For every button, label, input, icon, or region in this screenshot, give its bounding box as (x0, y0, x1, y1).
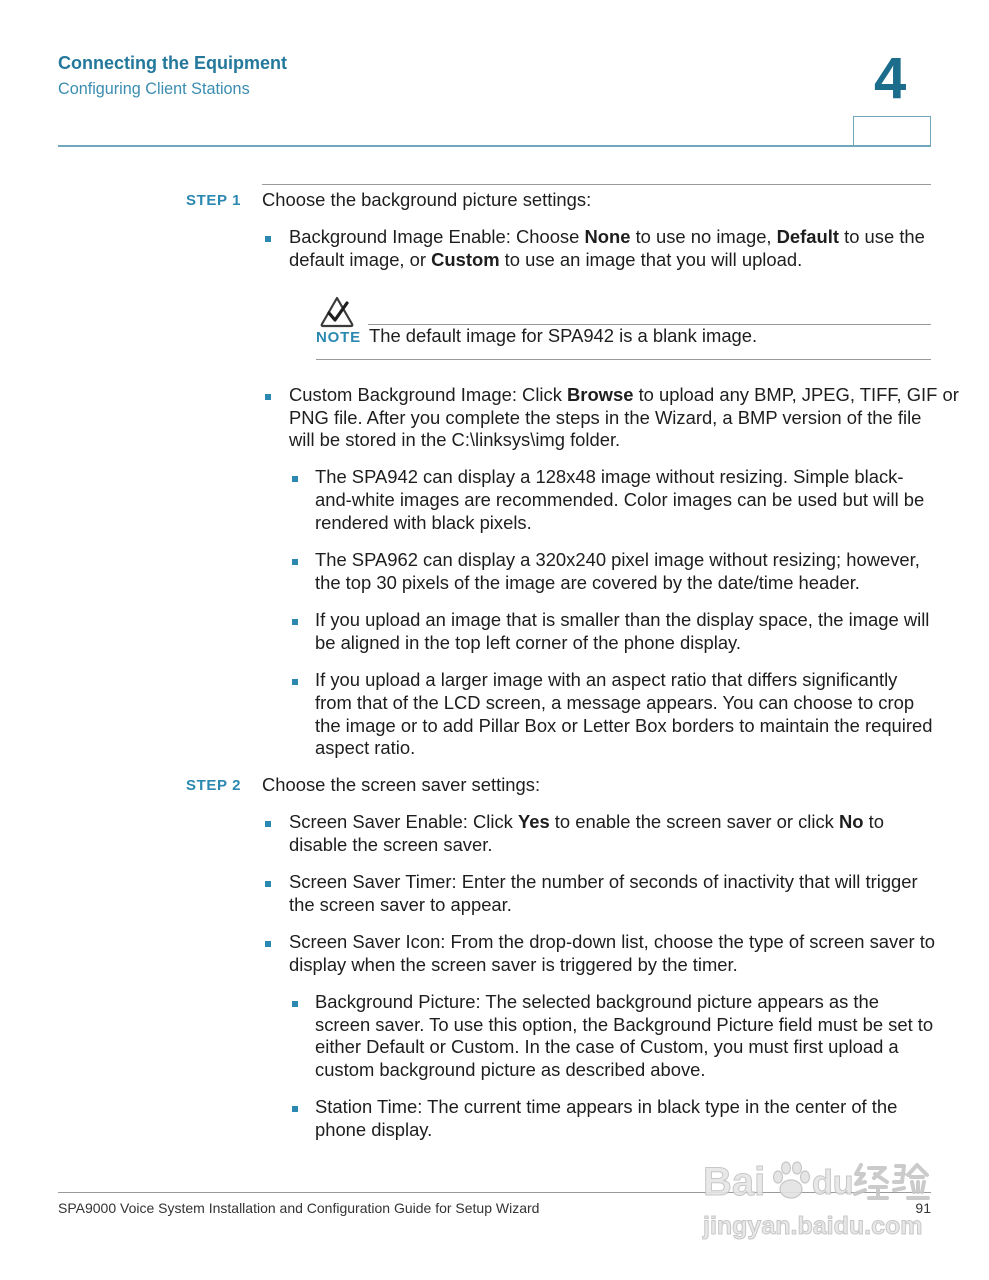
text-run: to disable the screen saver. (289, 811, 884, 856)
chapter-tab-box (853, 116, 931, 146)
bullet-text (315, 669, 931, 761)
text-run: Station Time: The current time appears in black type in the center of the phone display. (315, 1096, 898, 1141)
bullet-text (315, 1096, 931, 1142)
bullet-item (262, 226, 931, 272)
bullet-square-icon (265, 881, 271, 887)
chapter-number: 4 (874, 46, 907, 111)
text-run: to use an image that you will upload. (499, 248, 803, 270)
watermark-url: jingyan.baidu.com (703, 1212, 923, 1240)
bullet-text (289, 811, 931, 857)
bullet-square-icon (292, 1106, 298, 1112)
step-1 (186, 184, 959, 760)
sub-bullet-item (289, 1096, 931, 1142)
text-run: If you upload a larger image with an aspect ratio that differs significantly from that of the LCD screen, a message appears. You can choose to crop the image or to add Pillar Box or Letter Box borders to maintain the required aspect ratio. (315, 668, 933, 759)
header-divider (58, 145, 931, 147)
bullet-item (262, 930, 936, 1142)
bold-term: No (838, 811, 864, 833)
text-run: Custom Background Image: Click (289, 383, 568, 405)
chapter-title: Connecting the Equipment (58, 53, 287, 73)
sub-bullet-item (289, 669, 931, 761)
text-run: The SPA962 can display a 320x240 pixel image without resizing; however, the top 30 pixels of the image are covered by the date/time header. (315, 549, 920, 593)
step-label: STEP 1 (186, 192, 242, 209)
bullet-text (315, 549, 931, 595)
step-body (262, 184, 959, 760)
bullet-square-icon (292, 679, 298, 685)
step-bullets (262, 225, 959, 760)
note-top-rule (368, 324, 931, 325)
bold-term: Default (776, 225, 839, 247)
bullet-square-icon (292, 559, 298, 565)
bullet-square-icon (265, 821, 271, 827)
bullet-text (289, 226, 931, 272)
step-instruction: Choose the background picture settings: (262, 189, 592, 210)
bullet-text (289, 871, 931, 917)
bullet-text (315, 990, 934, 1083)
bullet-square-icon (292, 476, 298, 482)
text-run: to upload any BMP, JPEG, TIFF, GIF or PNG file. After you complete the steps in the Wizard, a BMP version of the file will be stored in the C:\linksys\img folder. (289, 383, 959, 451)
sub-bullet-item (289, 990, 934, 1083)
bullet-text (315, 609, 931, 655)
sub-bullet-item (289, 549, 931, 595)
step-instruction: Choose the screen saver settings: (262, 774, 541, 796)
procedure-steps (186, 184, 959, 1142)
bullet-item (262, 383, 959, 761)
bullet-item (262, 811, 931, 857)
bold-term: Yes (517, 811, 550, 833)
note-callout (316, 295, 931, 360)
note-row (316, 325, 931, 360)
text-run: If you upload an image that is smaller than the display space, the image will be aligned in the top left corner of the phone display. (315, 608, 930, 653)
watermark-cjk-lettering (852, 1162, 930, 1202)
bold-term: None (584, 225, 631, 247)
text-run: Screen Saver Timer: Enter the number of seconds of inactivity that will trigger the screen saver to appear. (289, 871, 918, 915)
bullet-square-icon (265, 394, 271, 400)
bold-term: Browse (567, 383, 634, 405)
text-run: Screen Saver Icon: From the drop-down list, choose the type of screen saver to display when the screen saver is triggered by the timer. (289, 930, 936, 975)
bullet-item (262, 871, 931, 917)
text-run: to enable the screen saver or click (549, 811, 839, 833)
step-2 (186, 774, 936, 1142)
text-run: Background Image Enable: Choose (289, 225, 585, 247)
note-text: The default image for SPA942 is a blank image. (369, 324, 758, 346)
text-run: Background Picture: The selected background picture appears as the screen saver. To use this option, the Background Picture field must be set to either Default or Custom. In the case of Custom, you must first upload a custom background picture as described above. (315, 990, 934, 1081)
note-label: NOTE (316, 328, 361, 346)
text-run: to use the default image, or (289, 225, 925, 270)
footer-guide-title: SPA9000 Voice System Installation and Configuration Guide for Setup Wizard (58, 1200, 540, 1216)
bullet-text (315, 466, 931, 535)
baidu-watermark (700, 1158, 932, 1242)
note-check-icon (319, 295, 355, 329)
step-bullets (262, 811, 936, 1142)
bullet-square-icon (292, 1001, 298, 1007)
sub-bullet-item (289, 609, 931, 655)
bold-term: Custom (431, 248, 500, 270)
page-number: 91 (915, 1200, 931, 1216)
bullet-text (289, 930, 936, 977)
step-body (262, 774, 936, 1142)
text-run: to use no image, (630, 225, 777, 247)
text-run: Screen Saver Enable: Click (289, 811, 518, 833)
paw-icon (770, 1160, 812, 1202)
step-label: STEP 2 (186, 777, 242, 795)
bullet-square-icon (292, 619, 298, 625)
bullet-square-icon (265, 941, 271, 947)
watermark-brand-left: Bai (703, 1160, 766, 1204)
watermark-brand-right: du (812, 1164, 854, 1202)
sub-bullet-item (289, 466, 931, 535)
bullet-text (289, 383, 959, 453)
section-title: Configuring Client Stations (58, 80, 250, 98)
text-run: The SPA942 can display a 128x48 image without resizing. Simple black- and-white images are recommended. Color images can be used but will be rendered with black pixels. (315, 466, 925, 534)
bullet-square-icon (265, 236, 271, 242)
